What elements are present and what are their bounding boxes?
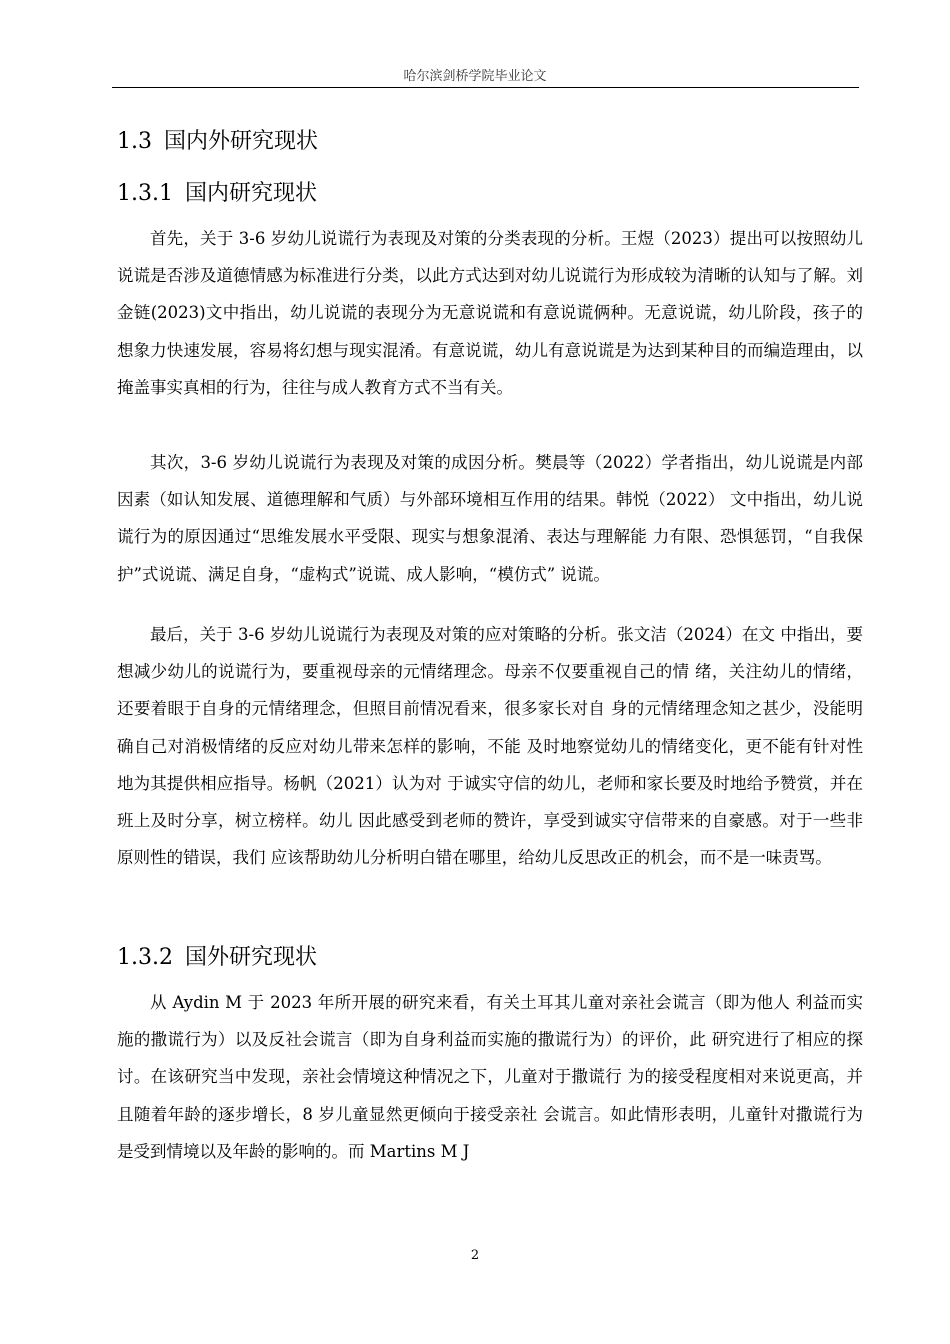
section-number: 1.3.1 [117, 181, 173, 206]
paragraph-causes: 其次，3-6 岁幼儿说谎行为表现及对策的成因分析。樊晨等（2022）学者指出，幼儿说谎是内部因素（如认知发展、道德理解和气质）与外部环境相互作用的结果。韩悦（2022） 文中指出，幼儿说谎行为的原因通过“思维发展水平受限、现实与想象混淆、表达与理解能 力有限、恐惧惩罚，“自我保护”式说谎、满足自身，“虚构式”说谎、成人影响，“模仿式” 说谎。 [117, 453, 863, 584]
paragraph-strategies: 最后，关于 3-6 岁幼儿说谎行为表现及对策的应对策略的分析。张文洁（2024）在文 中指出，要想减少幼儿的说谎行为，要重视母亲的元情绪理念。母亲不仅要重视自己的情 绪，关注幼儿的情绪，还要着眼于自身的元情绪理念，但照目前情况看来，很多家长对自 身的元情绪理念知之甚少，没能明确自己对消极情绪的反应对幼儿带来怎样的影响，不能 及时地察觉幼儿的情绪变化，更不能有针对性地为其提供相应指导。杨帆（2021）认为对 于诚实守信的幼儿，老师和家长要及时地给予赞赏，并在班上及时分享，树立榜样。幼儿 因此感受到老师的赞许，享受到诚实守信带来的自豪感。对于一些非原则性的错误，我们 应该帮助幼儿分析明白错在哪里，给幼儿反思改正的机会，而不是一味责骂。 [117, 625, 863, 868]
section-heading-1-3-1 [117, 176, 317, 207]
running-header: 哈尔滨剑桥学院毕业论文 [403, 69, 547, 84]
section-title: 国外研究现状 [184, 945, 317, 970]
section-title: 国内研究现状 [184, 181, 317, 206]
section-heading-1-3 [117, 124, 318, 155]
section-title: 国内外研究现状 [164, 129, 319, 154]
section-number: 1.3.2 [117, 945, 173, 970]
paragraph-foreign-research: 从 Aydin M 于 2023 年所开展的研究来看，有关土耳其儿童对亲社会谎言（即为他人 利益而实施的撒谎行为）以及反社会谎言（即为自身利益而实施的撒谎行为）的评价，此 研究进行了相应的探讨。在该研究当中发现，亲社会情境这种情况之下，儿童对于撒谎行 为的接受程度相对来说更高，并且随着年龄的逐步增长，8 岁儿童显然更倾向于接受亲社 会谎言。如此情形表明，儿童针对撒谎行为是受到情境以及年龄的影响的。而 Martins M J [117, 993, 863, 1161]
section-number: 1.3 [117, 129, 152, 154]
paragraph-classification: 首先，关于 3-6 岁幼儿说谎行为表现及对策的分类表现的分析。王煜（2023）提出可以按照幼儿说谎是否涉及道德情感为标准进行分类，以此方式达到对幼儿说谎行为形成较为清晰的认知与了解。刘金链(2023)文中指出，幼儿说谎的表现分为无意说谎和有意说谎俩种。无意说谎，幼儿阶段，孩子的想象力快速发展，容易将幻想与现实混淆。有意说谎，幼儿有意说谎是为达到某种目的而编造理由，以掩盖事实真相的行为，往往与成人教育方式不当有关。 [117, 229, 863, 397]
section-heading-1-3-2 [117, 940, 317, 971]
header-divider [112, 87, 859, 88]
page-number: 2 [470, 1248, 480, 1263]
